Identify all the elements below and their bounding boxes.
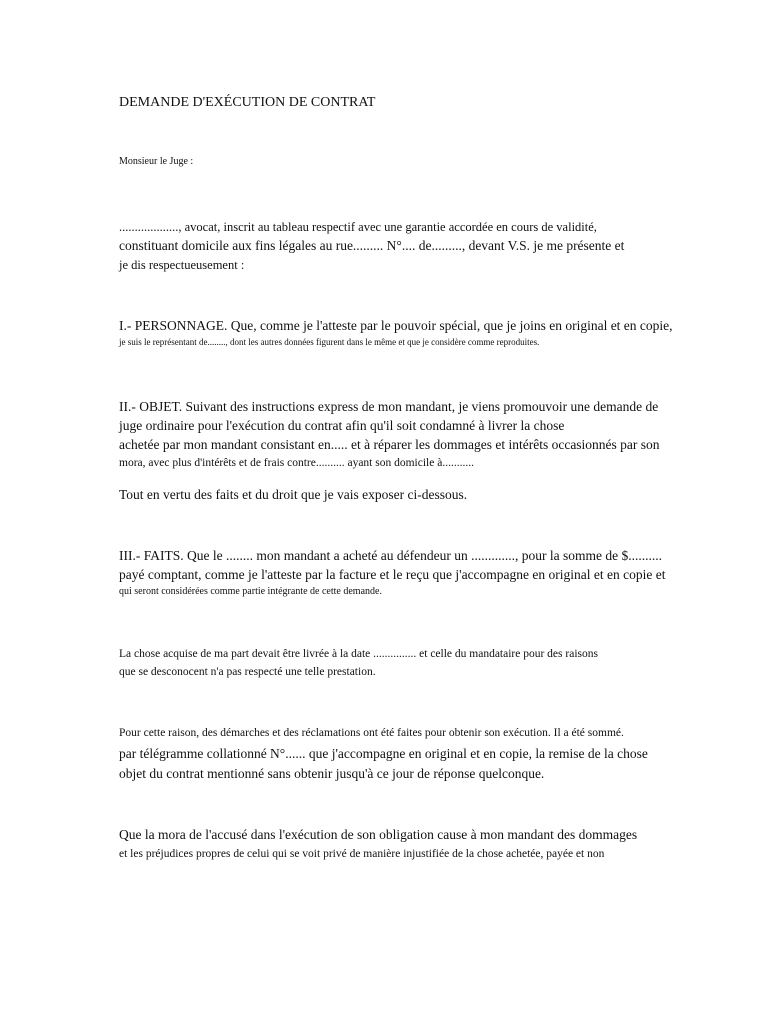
expose-line: Tout en vertu des faits et du droit que je vais exposer ci-dessous. <box>119 487 468 502</box>
personnage-line-2: je suis le représentant de........, dont les autres données figurent dans le même et que je considère comme reproduites. <box>119 337 540 347</box>
chose-line-1: La chose acquise de ma part devait être livrée à la date ............... et celle du mandataire pour des raisons <box>119 648 598 660</box>
raison-line-3: objet du contrat mentionné sans obtenir jusqu'à ce jour de réponse quelconque. <box>119 766 545 781</box>
personnage-line-1: I.- PERSONNAGE. Que, comme je l'atteste par le pouvoir spécial, que je joins en original et en copie, <box>119 318 673 333</box>
faits-line-2: payé comptant, comme je l'atteste par la facture et le reçu que j'accompagne en original et en copie et <box>119 567 666 582</box>
faits-line-3: qui seront considérées comme partie intégrante de cette demande. <box>119 586 382 597</box>
chose-line-2: que se desconocent n'a pas respecté une telle prestation. <box>119 666 376 678</box>
faits-line-1: III.- FAITS. Que le ........ mon mandant a acheté au défendeur un ............., pour la somme de $.......... <box>119 548 662 563</box>
objet-line-2: juge ordinaire pour l'exécution du contrat afin qu'il soit condamné à livrer la chose <box>119 418 565 433</box>
intro-line-2: constituant domicile aux fins légales au rue......... N°.... de........., devant V.S. je me présente et <box>119 238 625 253</box>
objet-line-1: II.- OBJET. Suivant des instructions express de mon mandant, je viens promouvoir une demande de <box>119 399 659 414</box>
document-title: DEMANDE D'EXÉCUTION DE CONTRAT <box>119 95 376 110</box>
objet-line-4: mora, avec plus d'intérêts et de frais contre.......... ayant son domicile à........... <box>119 457 474 469</box>
salutation: Monsieur le Juge : <box>119 156 194 167</box>
raison-line-1: Pour cette raison, des démarches et des réclamations ont été faites pour obtenir son exécution. Il a été sommé. <box>119 727 624 739</box>
objet-line-3: achetée par mon mandant consistant en..... et à réparer les dommages et intérêts occasionnés par son <box>119 437 660 452</box>
mora-line-2: et les préjudices propres de celui qui se voit privé de manière injustifiée de la chose achetée, payée et non <box>119 848 605 860</box>
mora-line-1: Que la mora de l'accusé dans l'exécution de son obligation cause à mon mandant des dommages <box>119 827 638 842</box>
intro-line-3: je dis respectueusement : <box>119 258 245 272</box>
raison-line-2: par télégramme collationné N°...... que j'accompagne en original et en copie, la remise de la chose <box>119 746 648 761</box>
intro-line-1: ..................., avocat, inscrit au tableau respectif avec une garantie accordée en cours de validité, <box>119 220 597 234</box>
